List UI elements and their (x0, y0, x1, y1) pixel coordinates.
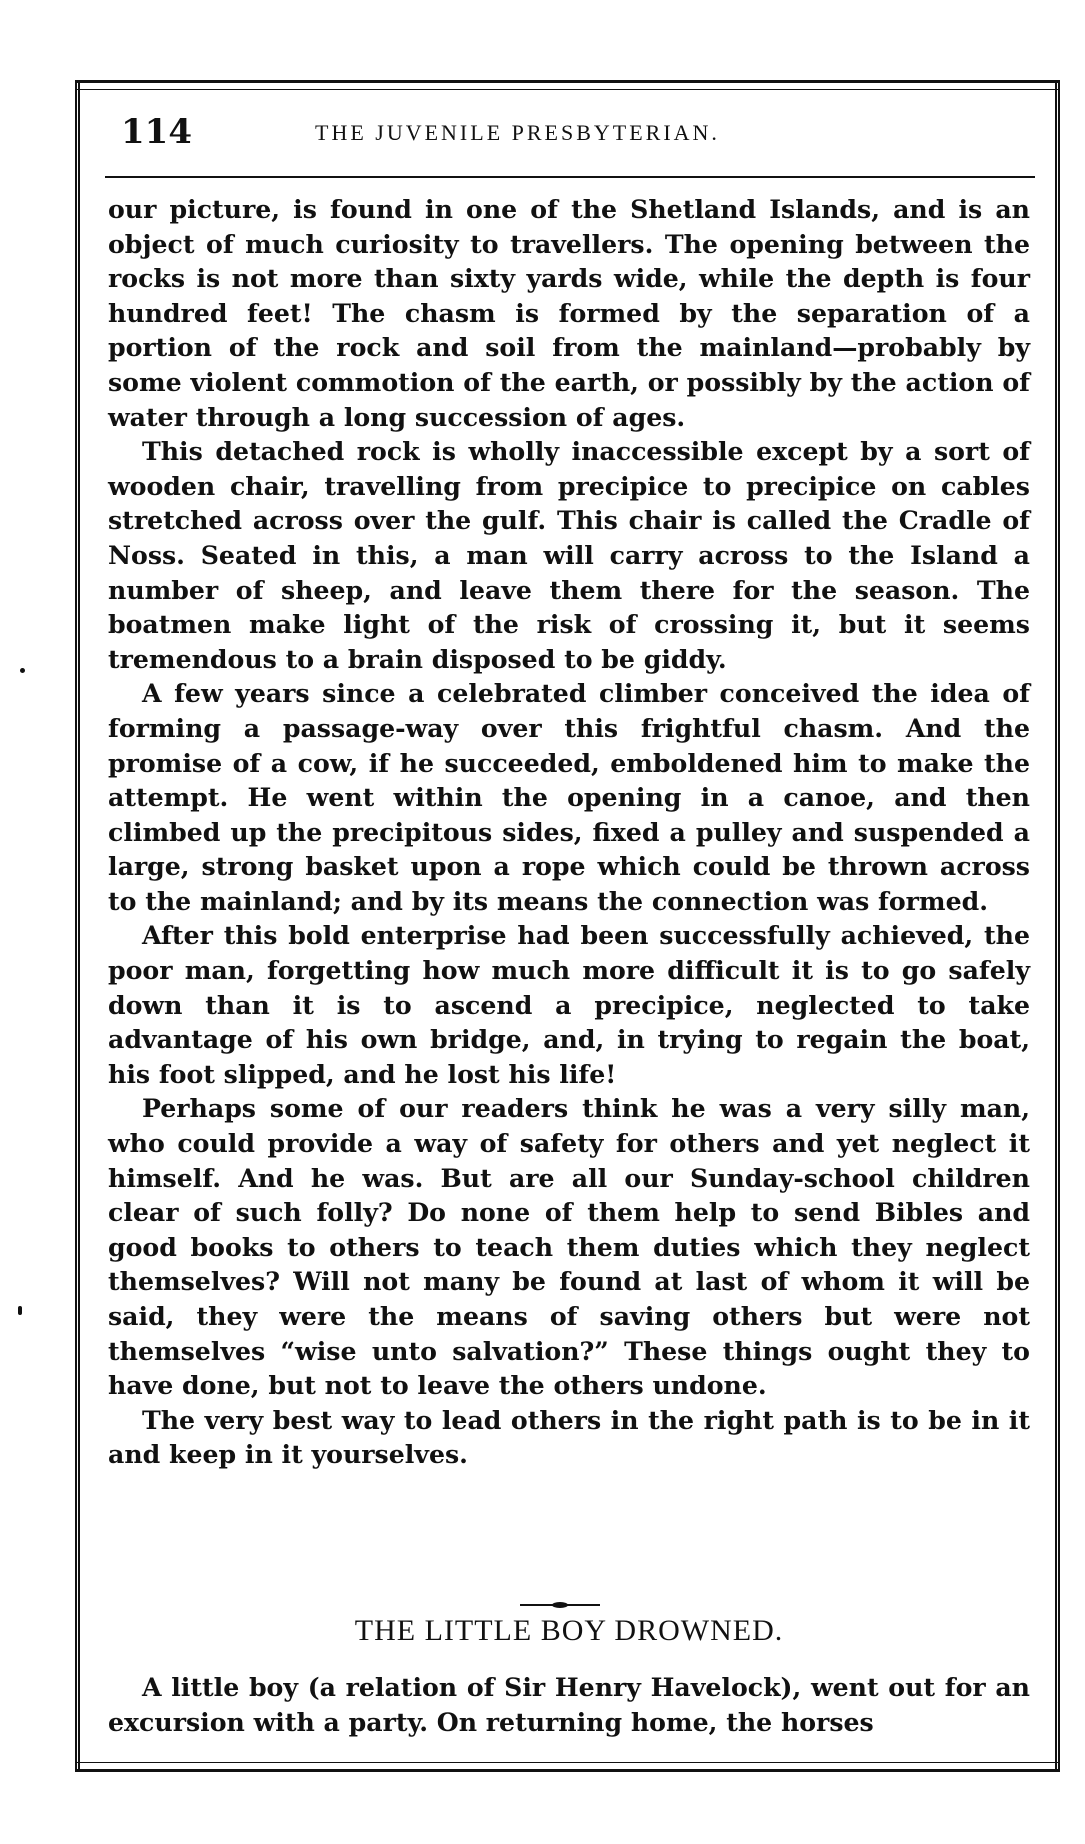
page-number: 114 (121, 112, 192, 152)
paragraph-1: our picture, is found in one of the Shetland Islands, and is an object of much curiosity to travellers. The opening between the rocks is not more than sixty yards wide, while the depth is four hundred feet! The chasm is formed by the separation of a portion of the rock and soil from the mainland—probably by some violent commotion of the earth, or possibly by the action of water through a long succession of ages. (108, 194, 1030, 432)
bottom-border-rule (75, 1762, 1060, 1772)
paragraph-3: A few years since a celebrated climber conceived the idea of forming a passage-way over this frightful chasm. And the promise of a cow, if he succeeded, emboldened him to make the attempt. He went within the opening in a canoe, and then climbed up the precipitous sides, fixed a pulley and suspended a large, strong basket upon a rope which could be thrown across to the mainland; and by its means the connection was formed. (108, 678, 1030, 916)
margin-mark (18, 1306, 22, 1315)
section-paragraph: A little boy (a relation of Sir Henry Havelock), went out for an excursion with a party. On returning home, the horses (108, 1672, 1030, 1737)
paragraph-5: Perhaps some of our readers think he was a very silly man, who could provide a way of safety for others and yet neglect it himself. And he was. But are all our Sunday-school children clear of such folly? Do none of them help to send Bibles and good books to others to teach them duties which they neglect themselves? Will not many be found at last of whom it will be said, they were the means of saving others but were not themselves “wise unto salvation?” These things ought they to have done, but not to leave the others undone. (108, 1093, 1030, 1401)
article-body (108, 192, 1030, 1472)
section-title: THE LITTLE BOY DROWNED. (354, 1614, 784, 1647)
page-header (105, 112, 1035, 168)
paragraph-6: The very best way to lead others in the right path is to be in it and keep in it yourselves. (108, 1404, 1030, 1470)
paragraph-2: This detached rock is wholly inaccessible except by a sort of wooden chair, travelling from precipice to precipice on cables stretched across over the gulf. This chair is called the Cradle of Noss. Seated in this, a man will carry across to the Island a number of sheep, and leave them there for the season. The boatmen make light of the risk of crossing it, but it seems tremendous to a brain disposed to be giddy. (108, 436, 1030, 674)
margin-dot (20, 668, 25, 673)
paragraph-4: After this bold enterprise had been successfully achieved, the poor man, forgetting how much more difficult it is to go safely down than it is to ascend a precipice, neglected to take advantage of his own bridge, and, in trying to regain the boat, his foot slipped, and he lost his life! (108, 920, 1030, 1089)
header-rule (105, 176, 1035, 178)
section-divider-ornament (520, 1601, 600, 1609)
running-head: THE JUVENILE PRESBYTERIAN. (315, 120, 720, 145)
section-body (108, 1670, 1030, 1739)
